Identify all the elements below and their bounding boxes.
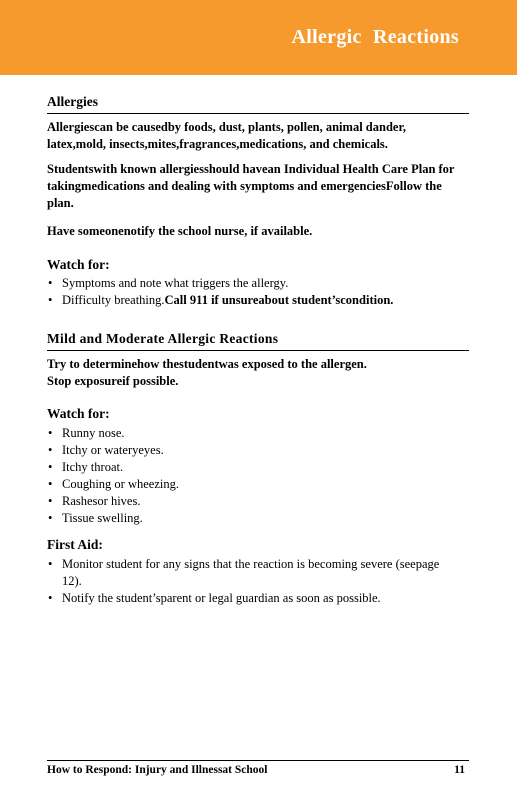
watch-for-list-mild xyxy=(47,425,467,527)
mild-intro-line-1: Try to determinehow thestudentwas exposed to the allergen. xyxy=(47,357,367,371)
list-item: • Rashesor hives. xyxy=(47,493,467,510)
header-banner xyxy=(0,0,517,75)
list-item: • Notify the student’sparent or legal guardian as soon as possible. xyxy=(47,590,442,607)
footer-title: How to Respond: Injury and Illnessat School xyxy=(47,764,268,776)
call-911-emphasis: Call 911 if unsureabout student’scondition. xyxy=(164,293,394,307)
watch-for-label-mild: Watch for: xyxy=(47,406,110,421)
allergies-plan-paragraph: Studentswith known allergiesshould havean Individual Health Care Plan for takingmedications and dealing with symptoms and emergenciesFollow the plan. xyxy=(47,162,455,210)
footer-divider xyxy=(47,760,469,761)
list-item: • Itchy or wateryeyes. xyxy=(47,442,467,459)
list-item: • Monitor student for any signs that the reaction is becoming severe (seepage 12). xyxy=(47,556,442,590)
allergies-notify-paragraph: Have someonenotify the school nurse, if available. xyxy=(47,224,313,238)
mild-intro-line-2: Stop exposureif possible. xyxy=(47,374,179,388)
allergies-causes-paragraph: Allergiescan be causedby foods, dust, plants, pollen, animal dander, latex,mold, insects,mites,fragrances,medications, and chemicals. xyxy=(47,120,406,151)
section-heading-mild-moderate: Mild and Moderate Allergic Reactions xyxy=(47,331,469,351)
list-item: • Tissue swelling. xyxy=(47,510,467,527)
page-title: Allergic Reactions xyxy=(291,26,459,48)
list-item: • Symptoms and note what triggers the allergy. xyxy=(47,275,467,292)
watch-for-list-allergies xyxy=(47,275,467,309)
section-heading-allergies: Allergies xyxy=(47,94,469,114)
page-number: 11 xyxy=(454,764,465,776)
list-item: • Difficulty breathing.Call 911 if unsureabout student’scondition. xyxy=(47,292,467,309)
list-item: • Itchy throat. xyxy=(47,459,467,476)
first-aid-list xyxy=(47,556,442,607)
list-item: • Runny nose. xyxy=(47,425,467,442)
watch-for-label-allergies: Watch for: xyxy=(47,257,110,272)
first-aid-label: First Aid: xyxy=(47,537,103,552)
list-item: • Coughing or wheezing. xyxy=(47,476,467,493)
